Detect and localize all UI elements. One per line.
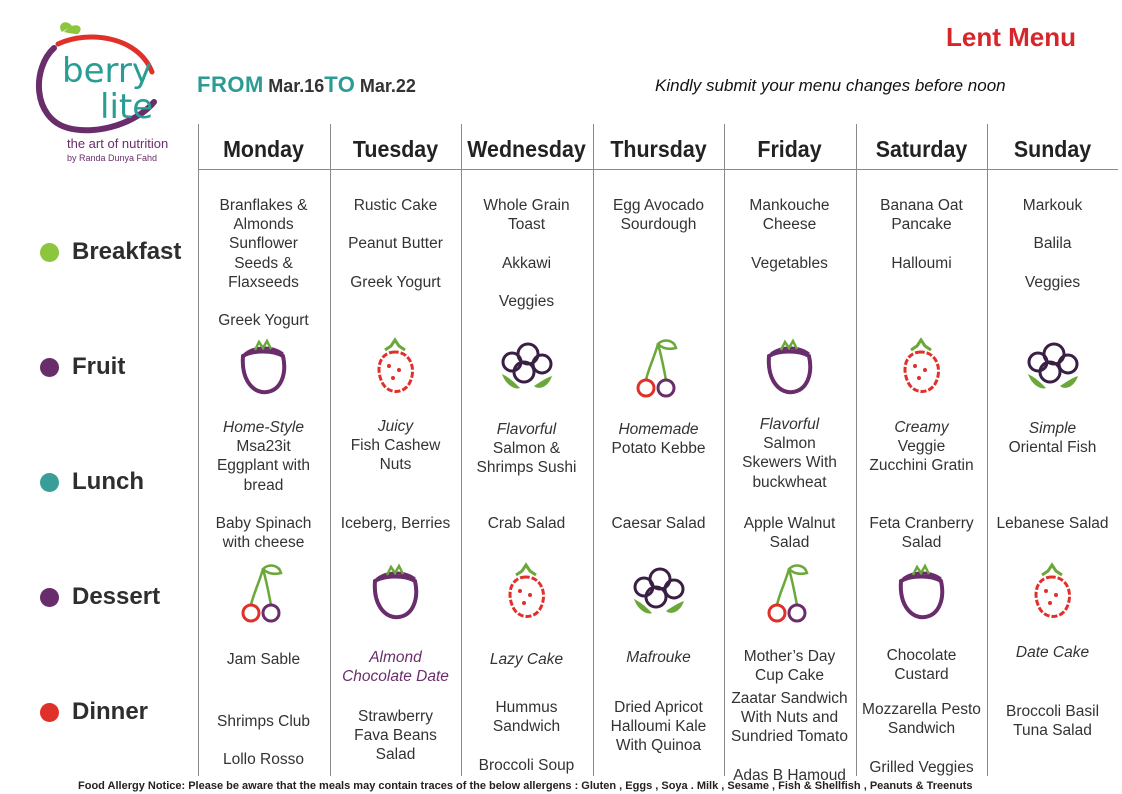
cherry-icon bbox=[759, 561, 819, 625]
menu-line: Egg Avocado bbox=[612, 197, 705, 214]
menu-line: Broccoli Basil bbox=[1005, 703, 1100, 720]
breakfast-cell-tuesday bbox=[330, 196, 461, 292]
lunch-side-saturday bbox=[856, 514, 987, 552]
menu-line: Sandwich bbox=[887, 720, 956, 738]
day-header-saturday: Saturday bbox=[875, 136, 968, 162]
breakfast-cell-friday bbox=[724, 196, 855, 273]
row-label-text: Dinner bbox=[72, 698, 149, 725]
menu-line: Vegetables bbox=[751, 254, 828, 272]
menu-line: Mozzarella Pesto bbox=[862, 701, 981, 718]
menu-line: Salad bbox=[901, 534, 942, 552]
menu-line: Markouk bbox=[1022, 197, 1083, 214]
menu-line: Salmon & bbox=[492, 440, 561, 458]
from-date: Mar.16 bbox=[268, 76, 325, 96]
lunch-cell-monday bbox=[198, 418, 329, 495]
menu-line: Whole Grain bbox=[483, 197, 570, 214]
plum-icon bbox=[365, 561, 425, 625]
menu-line bbox=[461, 736, 592, 755]
lunch-cell-sunday bbox=[987, 419, 1118, 457]
menu-line: Veggie bbox=[897, 438, 946, 456]
menu-line: Cup Cake bbox=[755, 667, 824, 685]
lunch-style: Creamy bbox=[894, 419, 949, 436]
cherry-icon bbox=[233, 561, 293, 625]
brand-name-top: berry bbox=[62, 51, 152, 91]
bullet-dot bbox=[40, 358, 59, 377]
menu-line: Chocolate Date bbox=[342, 668, 449, 686]
menu-line: bread bbox=[243, 476, 284, 494]
breakfast-cell-saturday bbox=[856, 196, 987, 273]
row-label-dessert bbox=[40, 582, 160, 612]
lunch-cell-tuesday bbox=[330, 417, 461, 475]
lunch-side-thursday bbox=[593, 514, 724, 533]
day-header-tuesday: Tuesday bbox=[352, 136, 439, 162]
menu-line: Apple Walnut bbox=[743, 515, 836, 532]
blueberries-icon bbox=[496, 336, 556, 400]
menu-line: Halloumi Kale bbox=[610, 718, 707, 736]
breakfast-cell-monday bbox=[198, 196, 329, 330]
lunch-side-friday bbox=[724, 514, 855, 552]
menu-line: buckwheat bbox=[752, 473, 827, 491]
menu-line: Lebanese Salad bbox=[996, 515, 1109, 532]
menu-line: Jam Sable bbox=[226, 651, 301, 668]
menu-line: Toast bbox=[507, 216, 546, 234]
menu-line: Caesar Salad bbox=[611, 515, 706, 532]
dinner-cell-wednesday bbox=[461, 698, 592, 775]
day-header-wednesday: Wednesday bbox=[467, 136, 586, 162]
menu-line: Veggies bbox=[1024, 273, 1081, 291]
to-date: Mar.22 bbox=[359, 76, 416, 96]
day-header-monday: Monday bbox=[223, 136, 304, 162]
menu-line: Shrimps Sushi bbox=[476, 459, 577, 477]
menu-line: Sunflower bbox=[229, 235, 298, 253]
dinner-cell-thursday bbox=[593, 698, 724, 756]
lunch-style: Home-Style bbox=[223, 419, 304, 436]
menu-line bbox=[724, 747, 855, 766]
menu-line: Balila bbox=[1033, 235, 1072, 253]
menu-line: Oriental Fish bbox=[1008, 439, 1097, 457]
lunch-side-sunday bbox=[987, 514, 1118, 533]
lunch-cell-wednesday bbox=[461, 420, 592, 478]
dessert-cell-monday bbox=[198, 650, 329, 669]
dinner-cell-friday bbox=[724, 689, 855, 785]
menu-line: Crab Salad bbox=[487, 515, 566, 532]
menu-line: Iceberg, Berries bbox=[340, 515, 451, 532]
plum-icon bbox=[891, 561, 951, 625]
header-divider bbox=[198, 169, 1118, 170]
menu-line: Chocolate bbox=[886, 647, 957, 664]
menu-line: Custard bbox=[894, 666, 949, 684]
menu-line: Fava Beans bbox=[354, 727, 437, 745]
dessert-cell-saturday bbox=[856, 646, 987, 684]
menu-line bbox=[330, 254, 461, 273]
date-range bbox=[197, 72, 416, 98]
menu-line: Broccoli Soup bbox=[478, 756, 575, 774]
menu-line: Mother’s Day bbox=[743, 648, 836, 665]
menu-line bbox=[461, 273, 592, 292]
dinner-cell-monday bbox=[198, 712, 329, 770]
menu-line bbox=[198, 292, 329, 311]
menu-line: Baby Spinach bbox=[215, 515, 312, 532]
lunch-side-monday bbox=[198, 514, 329, 552]
menu-line: Date Cake bbox=[1015, 644, 1090, 661]
dessert-cell-wednesday bbox=[461, 650, 592, 669]
menu-line: Sundried Tomato bbox=[731, 728, 848, 746]
menu-line: Lollo Rosso bbox=[223, 751, 304, 769]
from-label: FROM bbox=[197, 72, 264, 97]
row-label-text: Lunch bbox=[72, 468, 144, 495]
menu-line: Sandwich bbox=[492, 718, 561, 736]
dinner-cell-sunday bbox=[987, 702, 1118, 740]
menu-line: Peanut Butter bbox=[348, 235, 443, 253]
lunch-style: Simple bbox=[1028, 420, 1077, 437]
dessert-cell-friday bbox=[724, 647, 855, 685]
breakfast-cell-thursday bbox=[593, 196, 724, 234]
lunch-style: Flavorful bbox=[759, 416, 820, 433]
menu-line: Fish Cashew bbox=[350, 437, 441, 455]
menu-line: With Quinoa bbox=[615, 737, 702, 755]
lunch-cell-thursday bbox=[593, 420, 724, 458]
dessert-cell-sunday bbox=[987, 643, 1118, 662]
lunch-cell-saturday bbox=[856, 418, 987, 476]
day-header-friday: Friday bbox=[757, 136, 822, 162]
row-label-breakfast bbox=[40, 237, 181, 267]
lunch-cell-friday bbox=[724, 415, 855, 492]
menu-line: Eggplant with bbox=[216, 457, 311, 475]
bullet-dot bbox=[40, 703, 59, 722]
menu-line bbox=[856, 738, 987, 757]
menu-line: Almond bbox=[369, 649, 422, 666]
row-label-text: Fruit bbox=[72, 353, 126, 380]
menu-line: Potato Kebbe bbox=[611, 440, 706, 458]
bullet-dot bbox=[40, 243, 59, 262]
row-label-dinner bbox=[40, 697, 148, 727]
dinner-cell-tuesday bbox=[330, 707, 461, 765]
menu-line: Mafrouke bbox=[626, 649, 691, 666]
menu-line: Rustic Cake bbox=[353, 197, 438, 214]
lunch-style: Juicy bbox=[377, 418, 414, 435]
menu-line: Greek Yogurt bbox=[350, 273, 441, 291]
menu-line: Almonds bbox=[233, 216, 294, 234]
menu-line: Salad bbox=[375, 746, 416, 764]
lunch-style: Homemade bbox=[618, 421, 699, 438]
lunch-side-tuesday bbox=[330, 514, 461, 533]
row-label-text: Dessert bbox=[72, 583, 161, 610]
menu-line bbox=[856, 234, 987, 253]
breakfast-cell-wednesday bbox=[461, 196, 592, 311]
menu-line: Salmon bbox=[763, 435, 816, 453]
menu-line: Adas B Hamoud bbox=[733, 766, 846, 784]
brand-tagline: the art of nutrition bbox=[67, 136, 169, 151]
menu-line: Lazy Cake bbox=[489, 651, 564, 668]
plum-icon bbox=[759, 336, 819, 400]
menu-line: Msa23it bbox=[236, 438, 291, 456]
menu-line: Halloumi bbox=[891, 254, 952, 272]
lunch-style: Flavorful bbox=[496, 421, 557, 438]
row-label-fruit bbox=[40, 352, 125, 382]
menu-line: With Nuts and bbox=[740, 709, 839, 727]
menu-line: Greek Yogurt bbox=[218, 312, 309, 330]
menu-line: Grilled Veggies bbox=[869, 758, 974, 776]
cherry-icon bbox=[628, 336, 688, 400]
menu-line: Pancake bbox=[891, 216, 952, 234]
submission-notice: Kindly submit your menu changes before noon bbox=[655, 76, 1006, 95]
berrylite-logo bbox=[28, 18, 178, 168]
menu-line: Veggies bbox=[498, 293, 555, 311]
menu-line: Tuna Salad bbox=[1013, 722, 1092, 740]
menu-line: Banana Oat bbox=[880, 197, 963, 214]
menu-line: Nuts bbox=[379, 456, 412, 474]
menu-line: Cheese bbox=[762, 216, 817, 234]
menu-line bbox=[198, 731, 329, 750]
brand-byline: by Randa Dunya Fahd bbox=[67, 153, 158, 163]
dessert-cell-tuesday bbox=[330, 648, 461, 686]
menu-line: Salad bbox=[769, 534, 810, 552]
menu-line bbox=[461, 234, 592, 253]
day-header-sunday: Sunday bbox=[1013, 136, 1092, 162]
raspberry-icon bbox=[1022, 561, 1082, 625]
menu-line bbox=[724, 234, 855, 253]
menu-title: Lent Menu bbox=[946, 22, 1076, 52]
raspberry-icon bbox=[496, 561, 556, 625]
allergy-notice: Food Allergy Notice: Please be aware that the meals may contain traces of the below allergens : Gluten , Eggs , Soya . Milk , Sesame , Fish & Shellfish , Peanuts & Treenuts bbox=[78, 780, 973, 792]
to-label: TO bbox=[324, 72, 356, 97]
breakfast-cell-sunday bbox=[987, 196, 1118, 292]
menu-line: Sourdough bbox=[620, 216, 697, 234]
menu-line: Akkawi bbox=[501, 254, 552, 272]
blueberries-icon bbox=[628, 561, 688, 625]
menu-line: Flaxseeds bbox=[228, 273, 299, 291]
menu-line: Shrimps Club bbox=[216, 713, 311, 730]
day-header-thursday: Thursday bbox=[610, 136, 707, 162]
dinner-cell-saturday bbox=[856, 700, 987, 777]
menu-line bbox=[987, 215, 1118, 234]
menu-line: Zaatar Sandwich bbox=[731, 690, 848, 707]
dessert-cell-thursday bbox=[593, 648, 724, 667]
menu-line: Skewers With bbox=[742, 454, 837, 472]
raspberry-icon bbox=[365, 336, 425, 400]
menu-line: Feta Cranberry bbox=[869, 515, 974, 532]
menu-line bbox=[330, 215, 461, 234]
plum-icon bbox=[233, 336, 293, 400]
menu-line: Dried Apricot bbox=[614, 699, 703, 716]
menu-line: Strawberry bbox=[358, 708, 433, 725]
raspberry-icon bbox=[891, 336, 951, 400]
bullet-dot bbox=[40, 588, 59, 607]
bullet-dot bbox=[40, 473, 59, 492]
lunch-side-wednesday bbox=[461, 514, 592, 533]
menu-line: Mankouche bbox=[749, 197, 830, 214]
row-label-text: Breakfast bbox=[72, 238, 182, 265]
menu-line: with cheese bbox=[222, 534, 305, 552]
menu-line: Zucchini Gratin bbox=[869, 457, 974, 475]
blueberries-icon bbox=[1022, 336, 1082, 400]
menu-line: Hummus bbox=[495, 699, 558, 716]
brand-name-bottom: lite bbox=[100, 87, 154, 127]
row-label-lunch bbox=[40, 467, 144, 497]
menu-line bbox=[987, 254, 1118, 273]
menu-line: Seeds & bbox=[234, 254, 293, 272]
menu-line: Branflakes & bbox=[219, 197, 308, 214]
